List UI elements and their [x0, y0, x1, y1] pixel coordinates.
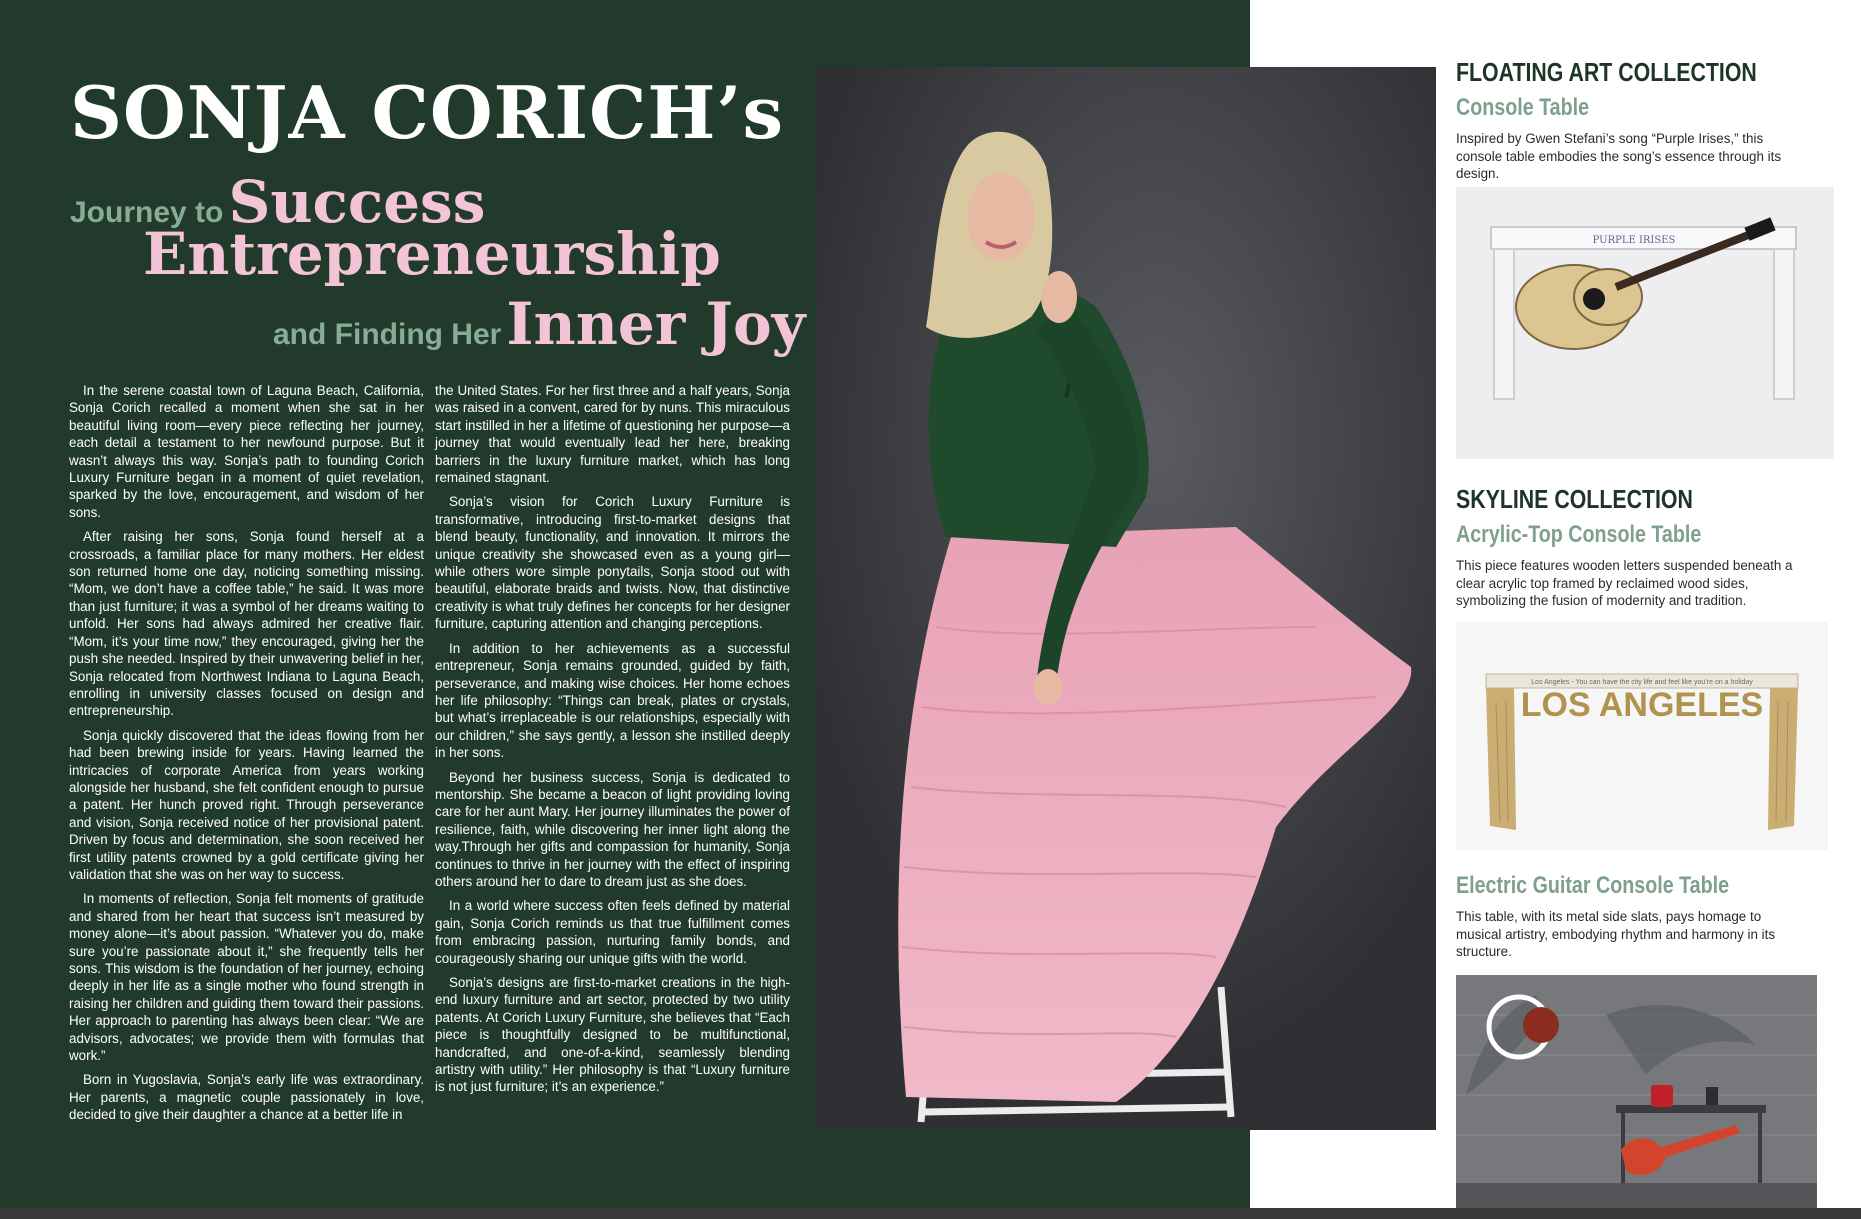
- subtitle-journey-to: Journey to: [70, 196, 224, 229]
- section-subheading: Electric Guitar Console Table: [1456, 872, 1730, 899]
- article-paragraph: Beyond her business success, Sonja is dedicated to mentorship. She became a beacon of light providing loving care for her aunt Mary. Her journey illuminates the power of resilience, faith, while discovering her inner light along the way.Through her gifts and compassion for humanity, Sonja continues to thrive in her journey with the effect of inspiring others around her to dare to dream just as she does.: [435, 769, 790, 889]
- article-paragraph: Sonja quickly discovered that the ideas flowing from her had been brewing inside for years. Having learned the intricacies of corporate America from years working alongside her husband, she felt confident enough to pursue a patent. Her hunch proved right. Through perseverance and vision, Sonja received notice of her provisional patent. Driven by focus and determination, she soon received her first utility patents crowned by a gold certificate giving her validation that she was on her way to success.: [69, 727, 424, 882]
- electric-guitar-console-image: [1456, 975, 1817, 1208]
- section-description: Inspired by Gwen Stefani’s song “Purple Irises,” this console table embodies the song’s essence through its design.: [1456, 131, 1782, 181]
- section-subheading: Acrylic-Top Console Table: [1456, 521, 1702, 548]
- article-paragraph: In the serene coastal town of Laguna Beach, California, Sonja Corich recalled a moment when she sat in her beautiful living room—every piece reflecting her journey, each detail a testament to her newfound purpose. But it wasn’t always this way. Sonja’s path to founding Corich Luxury Furniture began in a moment of quiet revelation, sparked by the love, encouragement, and wisdom of her sons.: [69, 383, 424, 520]
- subtitle-inner-joy: Inner Joy: [506, 290, 806, 358]
- article-paragraph: After raising her sons, Sonja found herself at a crossroads, a familiar place for many mothers. Her eldest son returned home one day, noticing something missing. “Mom, we don’t have a coffee table,” he said. It was more than just furniture; it was a symbol of her dreams waiting to unfold. Her sons had always admired her creative flair. “Mom, it’s your time now,” they encouraged, giving her the push she needed. Inspired by their unwavering belief in her, Sonja relocated from Northwest Indiana to Laguna Beach, enrolling in university classes focused on design and entrepreneurship.: [69, 529, 424, 719]
- purple-irises-label: PURPLE IRISES: [1592, 235, 1676, 246]
- subtitle-success: Success: [228, 168, 486, 236]
- article-paragraph: Sonja’s designs are first-to-market creations in the high-end luxury furniture and art sector, protected by two utility patents. At Corich Luxury Furniture, she believes that “Each piece is thoughtfully designed to be multifunctional, handcrafted, and one-of-a-kind, seamlessly blending artistry with utility.” Her philosophy is that “Luxury furniture is not just furniture; it’s an experience.”: [435, 975, 790, 1095]
- subtitle-line-2: [143, 220, 721, 288]
- article-title: SONJA CORICH’s: [70, 70, 784, 155]
- section-description: This table, with its metal side slats, pays homage to musical artistry, embodying rhythm and harmony in its structure.: [1456, 909, 1776, 959]
- section-subheading: Console Table: [1456, 94, 1590, 121]
- section-heading: FLOATING ART COLLECTION: [1456, 57, 1757, 87]
- los-angeles-letters: LOS ANGELES: [1520, 686, 1764, 724]
- guitar-console-room-illustration: [1456, 975, 1817, 1208]
- skyline-top-text: Los Angeles - You can have the city life and feel like you’re on a holiday: [1531, 679, 1753, 686]
- portrait-photo: [816, 67, 1436, 1130]
- sidebar-section-electric-guitar: [1456, 872, 1796, 961]
- section-description: This piece features wooden letters suspended beneath a clear acrylic top framed by reclaimed wood sides, symbolizing the fusion of modernity and tradition.: [1456, 558, 1793, 608]
- subtitle-entrepreneurship: Entrepreneurship: [143, 220, 721, 288]
- skyline-console-illustration: [1456, 622, 1828, 850]
- subtitle-finding-her: and Finding Her: [273, 318, 502, 351]
- article-column-1: [69, 382, 424, 1131]
- skyline-console-image: [1456, 622, 1828, 850]
- section-heading: SKYLINE COLLECTION: [1456, 484, 1693, 514]
- article-paragraph: Born in Yugoslavia, Sonja’s early life was extraordinary. Her parents, a magnetic couple passionately in love, decided to give their daughter a chance at a better life in: [69, 1072, 424, 1123]
- sidebar-section-skyline: [1456, 484, 1796, 610]
- sidebar-section-floating-art: [1456, 57, 1796, 183]
- subtitle-line-3: [273, 290, 805, 358]
- article-paragraph: In moments of reflection, Sonja felt moments of gratitude and shared from her heart that success isn’t measured by money alone—it’s about passion. “Whatever you do, make sure you’re passionate about it,” she frequently tells her sons. This wisdom is the foundation of her journey, echoing deeply in her life as a single mother who found strength in raising her children and guiding them toward their passions. Her approach to parenting has always been clear: “We are advisors, advocates; we provide them with formulas that work.”: [69, 891, 424, 1064]
- article-paragraph: In a world where success often feels defined by material gain, Sonja Corich reminds us that true fulfillment comes from embracing passion, nurturing family bonds, and courageously sharing our unique gifts with the world.: [435, 898, 790, 966]
- portrait-illustration: [816, 67, 1436, 1130]
- purple-irises-console-image: [1456, 187, 1834, 459]
- console-table-guitar-illustration: [1456, 187, 1834, 459]
- bottom-edge-bar: [0, 1208, 1861, 1219]
- article-column-2: [435, 382, 790, 1103]
- article-paragraph: Sonja’s vision for Corich Luxury Furniture is transformative, introducing first-to-market designs that blend beauty, functionality, and innovation. It mirrors the unique creativity she showcased even as a young girl—while others wore simple ponytails, Sonja stood out with beautiful, elaborate braids and twists. Now, that distinctive creativity is what truly defines her concepts for her designer furniture, capturing attention and changing perceptions.: [435, 494, 790, 632]
- article-paragraph: the United States. For her first three and a half years, Sonja was raised in a convent, cared for by nuns. This miraculous start instilled in her a lifetime of questioning her purpose—a journey that would eventually lead her here, breaking barriers in the luxury furniture market, which has long remained stagnant.: [435, 383, 790, 486]
- article-paragraph: In addition to her achievements as a successful entrepreneur, Sonja remains grounded, guided by faith, perseverance, and making wise choices. Her home echoes her life philosophy: “Things can break, plates or crystals, but what’s irreplaceable is our relationships, especially with our children,” she says gently, a lesson she instilled deeply in her sons.: [435, 640, 790, 761]
